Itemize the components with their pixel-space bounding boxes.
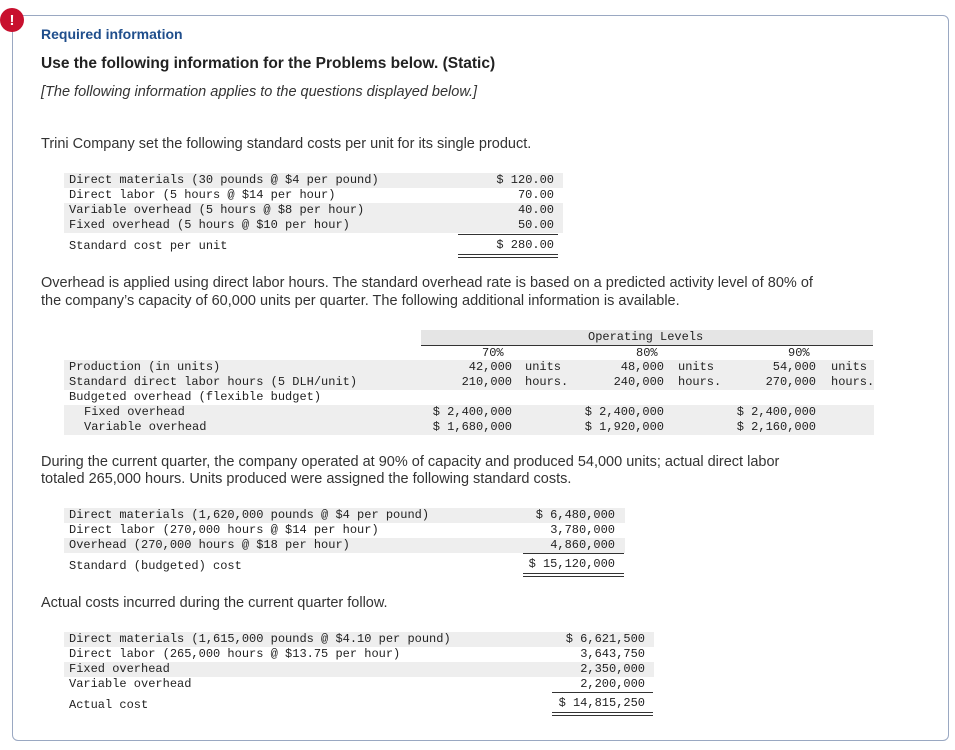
level-70: 70%	[482, 346, 504, 360]
total-label: Standard (budgeted) cost	[69, 559, 242, 573]
cell-unit: hours.	[525, 375, 569, 389]
intro-text: Trini Company set the following standard costs per unit for its single product.	[41, 136, 532, 152]
row-label: Variable overhead	[84, 420, 207, 434]
row-value: 40.00	[517, 203, 554, 217]
row-label: Overhead (270,000 hours @ $18 per hour)	[69, 538, 350, 552]
row-value: 2,200,000	[580, 677, 645, 691]
row-value: 3,643,750	[580, 647, 645, 661]
cell-value: 210,000	[461, 375, 512, 389]
total-value: $ 14,815,250	[558, 696, 645, 710]
overhead-text-line-2: the company’s capacity of 60,000 units per quarter. The following additional information is available.	[41, 293, 680, 309]
cell-unit: units	[678, 360, 715, 374]
row-label: Direct labor (270,000 hours @ $14 per hour)	[69, 523, 379, 537]
level-80: 80%	[636, 346, 658, 360]
cell-value: $ 2,160,000	[736, 420, 816, 434]
total-label: Actual cost	[69, 698, 149, 712]
row-value: 3,780,000	[550, 523, 615, 537]
row-label: Budgeted overhead (flexible budget)	[69, 390, 322, 404]
row-value: $ 120.00	[496, 173, 554, 187]
operating-levels-header: Operating Levels	[588, 330, 704, 344]
row-label: Standard direct labor hours (5 DLH/unit)	[69, 375, 358, 389]
cell-value: 240,000	[613, 375, 664, 389]
row-value: 70.00	[517, 188, 554, 202]
section-note: [The following information applies to the questions displayed below.]	[41, 84, 478, 100]
actual-intro-text: Actual costs incurred during the current quarter follow.	[41, 595, 388, 611]
row-label: Direct labor (265,000 hours @ $13.75 per hour)	[69, 647, 401, 661]
cell-value: $ 1,920,000	[584, 420, 664, 434]
cell-value: 42,000	[468, 360, 512, 374]
row-label: Variable overhead	[69, 677, 192, 691]
required-information-label: Required information	[41, 26, 183, 42]
row-label: Fixed overhead	[84, 405, 185, 419]
cell-value: $ 1,680,000	[432, 420, 512, 434]
row-label: Direct labor (5 hours @ $14 per hour)	[69, 188, 336, 202]
subtotal-rule	[458, 234, 558, 235]
cell-unit: units	[831, 360, 868, 374]
quarter-text-line-1: During the current quarter, the company operated at 90% of capacity and produced 54,000 units; actual direct labor	[41, 454, 780, 470]
row-value: $ 6,480,000	[535, 508, 615, 522]
total-label: Standard cost per unit	[69, 239, 228, 253]
level-90: 90%	[788, 346, 810, 360]
cell-value: 48,000	[620, 360, 664, 374]
total-value: $ 280.00	[496, 238, 554, 252]
cell-value: $ 2,400,000	[432, 405, 512, 419]
total-value: $ 15,120,000	[528, 557, 615, 571]
total-rule	[552, 712, 653, 716]
quarter-text-line-2: totaled 265,000 hours. Units produced were assigned the following standard costs.	[41, 471, 572, 487]
overhead-text-line-1: Overhead is applied using direct labor hours. The standard overhead rate is based on a predicted activity level of 80% of	[41, 275, 813, 291]
row-label: Variable overhead (5 hours @ $8 per hour)	[69, 203, 365, 217]
cell-unit: hours.	[678, 375, 722, 389]
subtotal-rule	[552, 692, 653, 693]
row-value: 50.00	[517, 218, 554, 232]
row-value: $ 6,621,500	[565, 632, 645, 646]
cell-unit: units	[525, 360, 562, 374]
row-label: Direct materials (1,615,000 pounds @ $4.10 per pound)	[69, 632, 451, 646]
total-rule	[458, 254, 558, 258]
row-label: Fixed overhead (5 hours @ $10 per hour)	[69, 218, 350, 232]
row-value: 4,860,000	[550, 538, 615, 552]
cell-value: 54,000	[772, 360, 816, 374]
row-label: Direct materials (30 pounds @ $4 per pound)	[69, 173, 379, 187]
row-label: Direct materials (1,620,000 pounds @ $4 per pound)	[69, 508, 430, 522]
row-value: 2,350,000	[580, 662, 645, 676]
subtotal-rule	[523, 553, 624, 554]
cell-value: 270,000	[765, 375, 816, 389]
cell-value: $ 2,400,000	[736, 405, 816, 419]
section-title: Use the following information for the Problems below. (Static)	[41, 55, 496, 72]
cell-value: $ 2,400,000	[584, 405, 664, 419]
row-label: Production (in units)	[69, 360, 221, 374]
cell-unit: hours.	[831, 375, 875, 389]
alert-icon: !	[0, 8, 24, 32]
row-label: Fixed overhead	[69, 662, 170, 676]
total-rule	[523, 573, 624, 577]
